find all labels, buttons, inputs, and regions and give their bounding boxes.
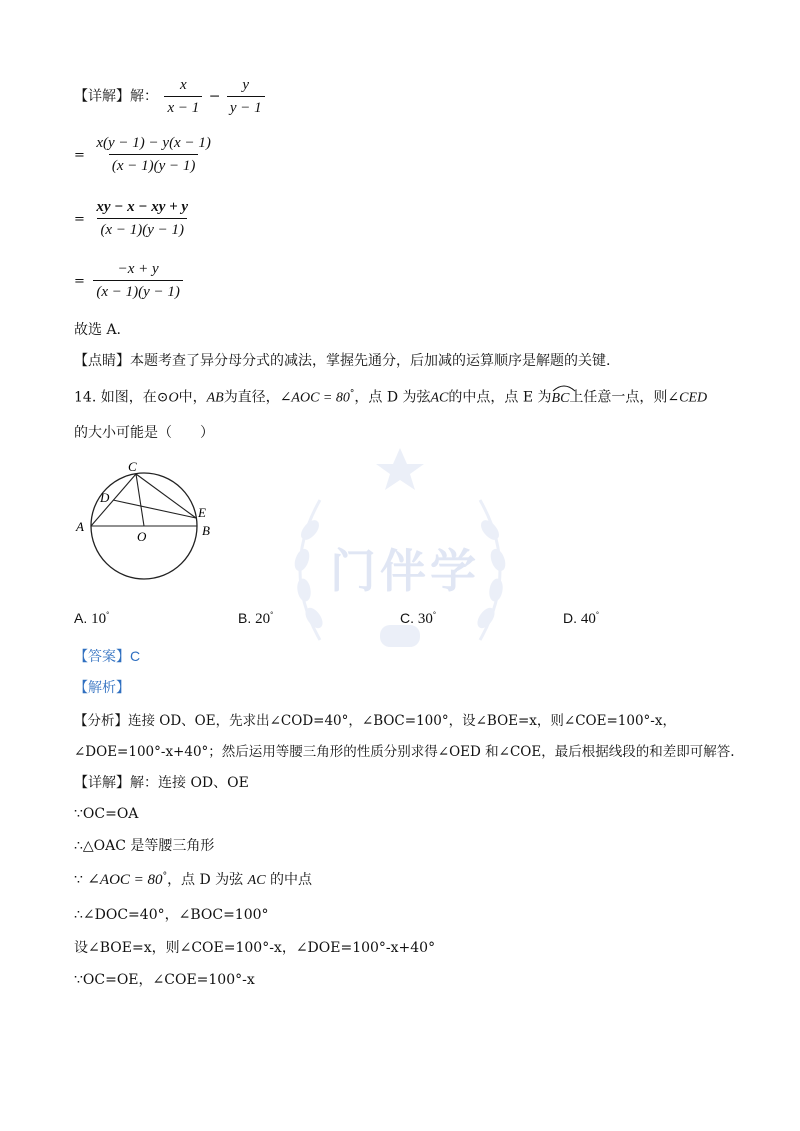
option-c[interactable]: C. 30° xyxy=(400,610,437,627)
label-c: C xyxy=(128,459,137,474)
analysis-line1: 【分析】连接 OD、OE，先求出∠COD=40°，∠BOC=100°，设∠BOE=x，则∠COE=100°-x， xyxy=(74,713,676,729)
detail2-line1: ∵OC=OA xyxy=(74,806,139,822)
answer-line: 【答案】C xyxy=(74,648,141,664)
fraction-x: $\frac{x}{x - 1}$ xyxy=(164,76,202,117)
detail1-line xyxy=(74,76,267,117)
label-d: D xyxy=(100,490,110,505)
minus-sign: − xyxy=(208,88,221,105)
analysis-line2: ∠DOE=100°-x+40°；然后运用等腰三角形的性质分别求得∠OED 和∠COE，最后根据线段的和差即可解答. xyxy=(74,744,735,760)
arc-bc: BC xyxy=(552,390,570,408)
step1-line: = $\frac{x(y - 1) - y(x - 1)}{(x - 1)(y - 1)}$ xyxy=(74,134,216,175)
detail2-line2: ∴△OAC 是等腰三角形 xyxy=(74,838,215,854)
label-o: O xyxy=(137,529,147,544)
step2-line: = $\frac{xy - x - xy + y}{(x - 1)(y - 1)}$ xyxy=(74,198,193,239)
detail2-line6: ∵OC=OE，∠COE=100°-x xyxy=(74,972,255,988)
question-line1: 14. 如图，在⊙O中，AB为直径，∠AOC = 80°，点 D 为弦AC的中点，点 E 为 BC上任意一点，则∠CED xyxy=(74,389,707,407)
segment-oc xyxy=(136,474,144,526)
step3-line: = $\frac{-x + y}{(x - 1)(y - 1)}$ xyxy=(74,260,185,301)
option-d[interactable]: D. 40° xyxy=(563,610,600,627)
detail-tag: 【详解】 xyxy=(74,88,130,105)
label-e: E xyxy=(198,505,206,520)
detail2-line4: ∴∠DOC=40°，∠BOC=100° xyxy=(74,907,269,923)
comment-line: 【点睛】本题考查了异分母分式的减法，掌握先通分，后加减的运算顺序是解题的关键. xyxy=(74,353,611,369)
option-b[interactable]: B. 20° xyxy=(238,610,274,627)
detail2-line5: 设∠BOE=x，则∠COE=100°-x，∠DOE=100°-x+40° xyxy=(74,940,436,956)
step1-fraction: $\frac{x(y - 1) - y(x - 1)}{(x - 1)(y - 1)}$ xyxy=(96,135,211,174)
arc-mark-icon xyxy=(552,384,576,392)
label-b: B xyxy=(202,523,210,538)
step2-fraction: $\frac{xy - x - xy + y}{(x - 1)(y - 1)}$ xyxy=(96,199,189,238)
choice-line: 故选 A. xyxy=(74,322,122,338)
watermark-text: 门伴学 xyxy=(330,544,480,598)
analysis-heading: 【解析】 xyxy=(74,680,130,696)
detail2-intro: 【详解】解：连接 OD、OE xyxy=(74,775,249,791)
detail-intro: 解： xyxy=(130,88,158,105)
step3-fraction: $\frac{-x + y}{(x - 1)(y - 1)}$ xyxy=(93,260,183,301)
label-a: A xyxy=(76,519,84,534)
circle-diagram xyxy=(70,455,230,590)
fraction-y: $\frac{y}{y - 1}$ xyxy=(227,76,265,117)
option-a[interactable]: A. 10° xyxy=(74,610,110,627)
question-line2: 的大小可能是（ ） xyxy=(74,425,214,441)
detail2-line3: ∵ ∠AOC = 80°，点 D 为弦 AC 的中点 xyxy=(74,871,312,888)
